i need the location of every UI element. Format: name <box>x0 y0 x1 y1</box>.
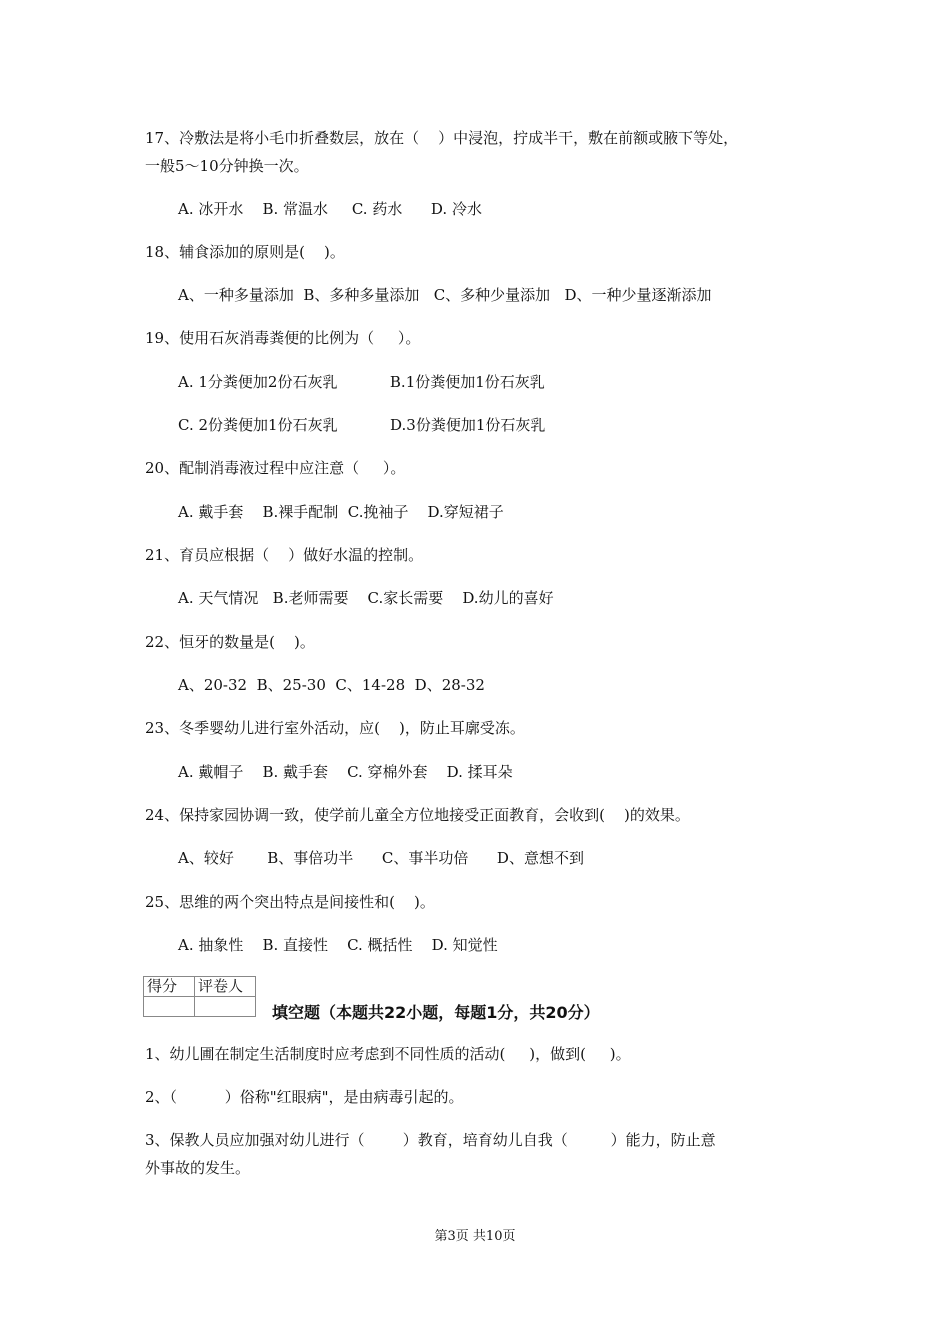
question-23: 23、冬季婴幼儿进行室外活动，应( )，防止耳廓受冻。 <box>145 719 525 737</box>
question-19-options-2: C. 2份粪便加1份石灰乳 D.3份粪便加1份石灰乳 <box>178 416 546 434</box>
fill-question-1: 1、幼儿圃在制定生活制度时应考虑到不同性质的活动( )，做到( )。 <box>145 1045 631 1063</box>
question-23-options: A. 戴帽子 B. 戴手套 C. 穿棉外套 D. 揉耳朵 <box>178 763 513 781</box>
question-19-options-1: A. 1分粪便加2份石灰乳 B.1份粪便加1份石灰乳 <box>178 373 545 391</box>
score-label: 得分 <box>144 977 195 997</box>
question-25: 25、思维的两个突出特点是间接性和( )。 <box>145 893 435 911</box>
fill-question-3-line-2: 外事故的发生。 <box>145 1159 251 1177</box>
question-20-options: A. 戴手套 B.裸手配制 C.挽袖子 D.穿短裙子 <box>178 503 504 521</box>
question-24-options: A、较好 B、事倍功半 C、事半功倍 D、意想不到 <box>178 849 584 867</box>
page-footer: 第3页 共10页 <box>434 1229 516 1244</box>
question-22-options: A、20-32 B、25-30 C、14-28 D、28-32 <box>178 676 485 694</box>
grader-label: 评卷人 <box>195 977 256 997</box>
question-21-options: A. 天气情况 B.老师需要 C.家长需要 D.幼儿的喜好 <box>178 589 554 607</box>
fill-question-3-line-1: 3、保教人员应加强对幼儿进行（ ）教育，培育幼儿自我（ ）能力，防止意 <box>145 1131 716 1149</box>
score-cell <box>144 997 195 1017</box>
grader-cell <box>195 997 256 1017</box>
question-22: 22、恒牙的数量是( )。 <box>145 633 315 651</box>
question-17-line-2: 一般5～10分钟换一次。 <box>145 157 309 175</box>
question-24: 24、保持家园协调一致，使学前儿童全方位地接受正面教育，会收到( )的效果。 <box>145 806 690 824</box>
question-18: 18、辅食添加的原则是( )。 <box>145 243 345 261</box>
question-20: 20、配制消毒液过程中应注意（ ）。 <box>145 459 406 477</box>
fill-question-2: 2、（ ）俗称"红眼病"，是由病毒引起的。 <box>145 1088 464 1106</box>
question-18-options: A、一种多量添加 B、多种多量添加 C、多种少量添加 D、一种少量逐渐添加 <box>178 286 712 304</box>
question-17-options: A. 冰开水 B. 常温水 C. 药水 D. 冷水 <box>178 200 482 218</box>
section-title: 填空题（本题共22小题，每题1分，共20分） <box>272 1003 600 1022</box>
question-21: 21、育员应根据（ ）做好水温的控制。 <box>145 546 424 564</box>
score-box <box>143 976 256 1017</box>
question-25-options: A. 抽象性 B. 直接性 C. 概括性 D. 知觉性 <box>178 936 498 954</box>
question-17-line-1: 17、冷敷法是将小毛巾折叠数层，放在（ ）中浸泡，拧成半干，敷在前额或腋下等处， <box>145 129 739 147</box>
question-19: 19、使用石灰消毒粪便的比例为（ ）。 <box>145 329 421 347</box>
